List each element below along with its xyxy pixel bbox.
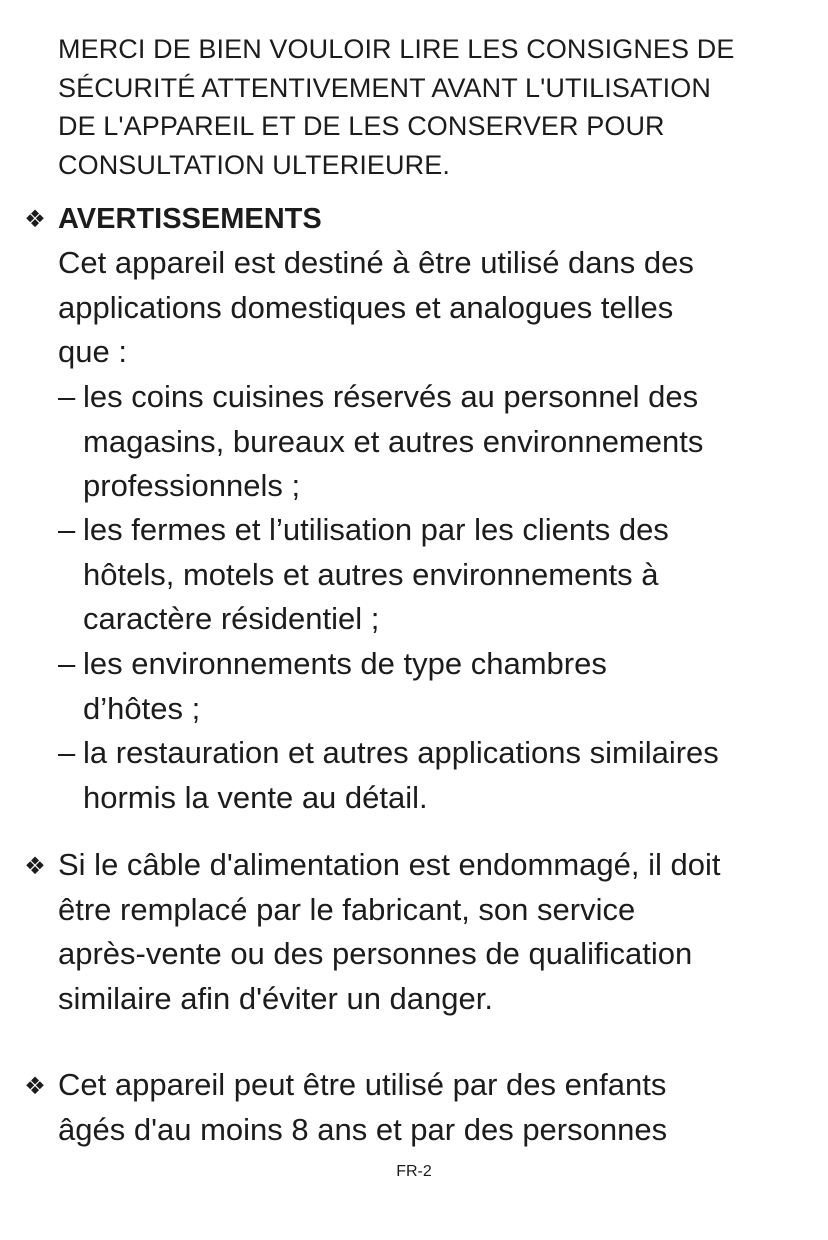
children-line: âgés d'au moins 8 ans et par des personnes: [58, 1111, 668, 1147]
children-line: Cet appareil peut être utilisé par des enfants: [58, 1067, 667, 1102]
notice-line: SÉCURITÉ ATTENTIVEMENT AVANT L'UTILISATION: [58, 72, 711, 103]
page-number: FR-2: [396, 1163, 432, 1180]
dash-icon: –: [58, 646, 76, 681]
list-item-line: les coins cuisines réservés au personnel des: [83, 379, 699, 414]
cable-line: être remplacé par le fabricant, son service: [58, 891, 636, 927]
dash-icon: –: [58, 512, 76, 547]
list-item-line: d’hôtes ;: [83, 690, 201, 726]
warnings-intro: [58, 241, 818, 375]
list-item-line: hormis la vente au détail.: [83, 779, 428, 815]
list-item-line: magasins, bureaux et autres environnements: [83, 423, 704, 459]
warnings-line: applications domestiques et analogues telles: [58, 289, 674, 325]
list-item-line: la restauration et autres applications similaires: [83, 735, 719, 770]
list-item-line: les fermes et l’utilisation par les clients des: [83, 512, 669, 547]
list-item-line: caractère résidentiel ;: [83, 601, 380, 636]
cable-line: similaire afin d'éviter un danger.: [58, 980, 493, 1016]
notice-line: DE L'APPAREIL ET DE LES CONSERVER POUR: [58, 111, 665, 141]
warnings-line: que :: [58, 334, 127, 369]
diamond-four-icon: ❖: [24, 852, 46, 880]
notice-line: CONSULTATION ULTERIEURE.: [58, 149, 450, 180]
cable-line: après-vente ou des personnes de qualification: [58, 936, 693, 971]
cable-warning: [58, 843, 818, 1021]
safety-notice: [58, 30, 798, 184]
children-warning: [58, 1063, 818, 1152]
list-item-line: les environnements de type chambres: [83, 646, 607, 681]
list-item-line: hôtels, motels et autres environnements à: [83, 556, 659, 592]
diamond-four-icon: ❖: [24, 1072, 46, 1100]
diamond-four-icon: ❖: [24, 205, 46, 233]
cable-line: Si le câble d'alimentation est endommagé, il doit: [58, 847, 721, 882]
notice-line: MERCI DE BIEN VOULOIR LIRE LES CONSIGNES DE: [58, 34, 735, 64]
dash-icon: –: [58, 379, 76, 414]
warnings-line: Cet appareil est destiné à être utilisé dans des: [58, 245, 694, 280]
list-item-line: professionnels ;: [83, 468, 301, 503]
warnings-heading: AVERTISSEMENTS: [58, 203, 322, 235]
dash-icon: –: [58, 735, 76, 770]
